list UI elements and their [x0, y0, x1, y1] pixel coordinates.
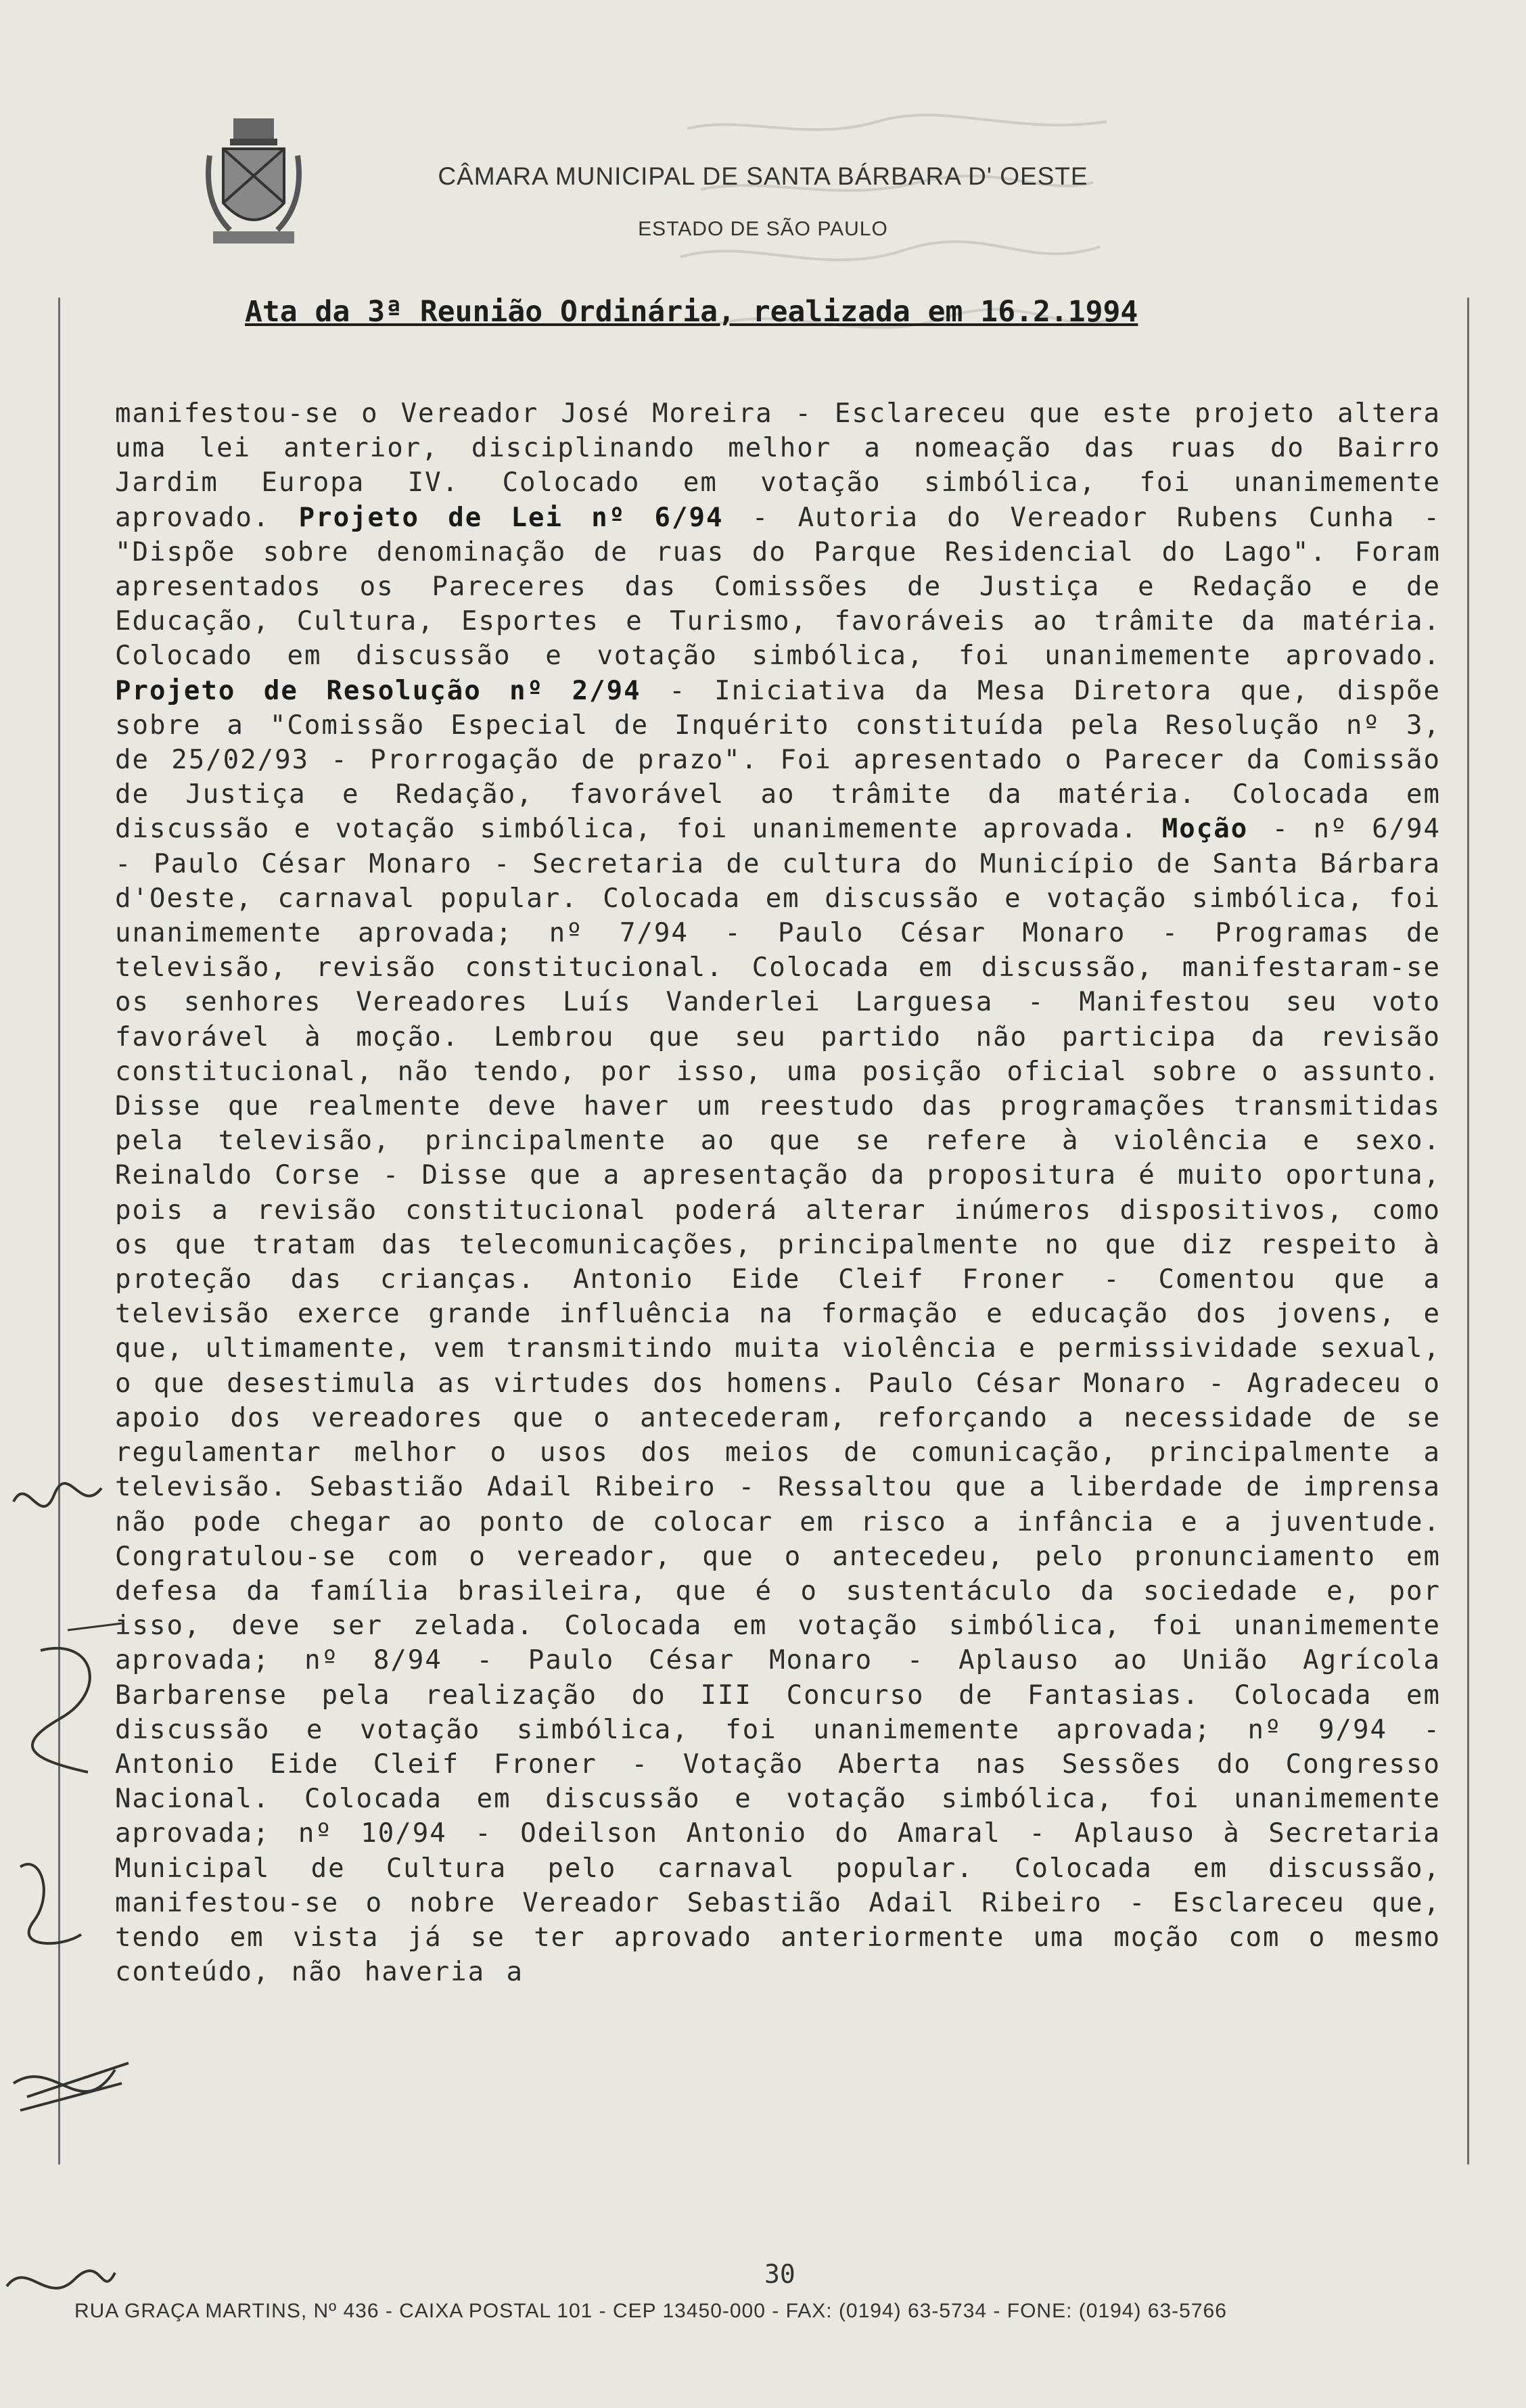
text-segment: manifestou-se o Vereador José Moreira - Esclareceu que este projeto altera uma lei anterior, disciplinando melhor a nomeação das ruas do Bairro Jardim Europa IV. Colocado em votação simbólica, foi unanimemente aprovado. — [115, 398, 1441, 533]
institution-name: CÂMARA MUNICIPAL DE SANTA BÁRBARA D' OESTE — [438, 162, 1088, 190]
text-segment: - Iniciativa da Mesa Diretora que, dispõe sobre a "Comissão Especial de Inquérito constituída pela Resolução nº 3, de 25/02/93 - Prorrogação de prazo". Foi apresentado o Parecer da Comissão de Justiça e Redação, favorável ao trâmite da matéria. Colocada em discussão e votação simbólica, foi unanimemente aprovada. — [115, 675, 1441, 845]
bold-heading-segment: Projeto de Lei nº 6/94 — [298, 502, 724, 533]
minutes-body-text — [115, 396, 1441, 2094]
bold-heading-segment: Moção — [1161, 814, 1249, 845]
state-name: ESTADO DE SÃO PAULO — [638, 218, 888, 240]
text-segment: - nº 6/94 - Paulo César Monaro - Secretaria de cultura do Município de Santa Bárbara d'Oeste, carnaval popular. Colocada em discussão e votação simbólica, foi unanimemente aprovada; nº 7/94 - Paulo César Monaro - Programas de televisão, revisão constitucional. Colocada em discussão, manifestaram-se os senhores Vereadores Luís Vanderlei Larguesa - Manifestou seu voto favorável à moção. Lembrou que seu partido não participa da revisão constitucional, não tendo, por isso, uma posição oficial sobre o assunto. Disse que realmente deve haver um reestudo das programações transmitidas pela televisão, principalmente ao que se refere à violência e sexo. Reinaldo Corse - Disse que a apresentação da propositura é muito oportuna, pois a revisão constitucional poderá alterar inúmeros dispositivos, como os que tratam das telecomunicações, principalmente no que diz respeito à proteção das crianças. Antonio Eide Cleif Froner - Comentou que a televisão exerce grande influência na formação e educação dos jovens, e que, ultimamente, vem transmitindo muita violência e permissividade sexual, o que desestimula as virtudes dos homens. Paulo César Monaro - Agradeceu o apoio dos vereadores que o antecederam, reforçando a necessidade de se regulamentar melhor o usos dos meios de comunicação, principalmente a televisão. Sebastião Adail Ribeiro - Ressaltou que a liberdade de imprensa não pode chegar ao ponto de colocar em risco a infância e a juventude. Congratulou-se com o vereador, que o antecedeu, pelo pronunciamento em defesa da família brasileira, que é o sustentáculo da sociedade e, por isso, deve ser zelada. Colocada em votação simbólica, foi unanimemente aprovada; nº 8/94 - Paulo César Monaro - Aplauso ao União Agrícola Barbarense pela realização do III Concurso de Fantasias. Colocada em discussão e votação simbólica, foi unanimemente aprovada; nº 9/94 - Antonio Eide Cleif Froner - Votação Aberta nas Sessões do Congresso Nacional. Colocada em discussão e votação simbólica, foi unanimemente aprovada; nº 10/94 - Odeilson Antonio do Amaral - Aplauso à Secretaria Municipal de Cultura pelo carnaval popular. Colocada em discussão, manifestou-se o nobre Vereador Sebastião Adail Ribeiro - Esclareceu que, tendo em vista já se ter aprovado anteriormente uma moção com o mesmo conteúdo, não haveria a — [115, 814, 1441, 1988]
margin-signatures — [0, 1475, 135, 2327]
bleed-through-signatures — [660, 101, 1134, 399]
footer-address: RUA GRAÇA MARTINS, Nº 436 - CAIXA POSTAL 101 - CEP 13450-000 - FAX: (0194) 63-5734 - FONE: (0194) 63-5766 — [74, 2300, 1227, 2322]
document-title: Ata da 3ª Reunião Ordinária, realizada em 16.2.1994 — [245, 295, 1138, 329]
bold-heading-segment: Projeto de Resolução nº 2/94 — [115, 675, 641, 706]
page-number: 30 — [764, 2259, 795, 2289]
text-segment: - Autoria do Vereador Rubens Cunha - "Dispõe sobre denominação de ruas do Parque Residencial do Lago". Foram apresentados os Pareceres das Comissões de Justiça e Redação e de Educação, Cultura, Esportes e Turismo, favoráveis ao trâmite da matéria. Colocado em discussão e votação simbólica, foi unanimemente aprovado. — [115, 502, 1441, 672]
